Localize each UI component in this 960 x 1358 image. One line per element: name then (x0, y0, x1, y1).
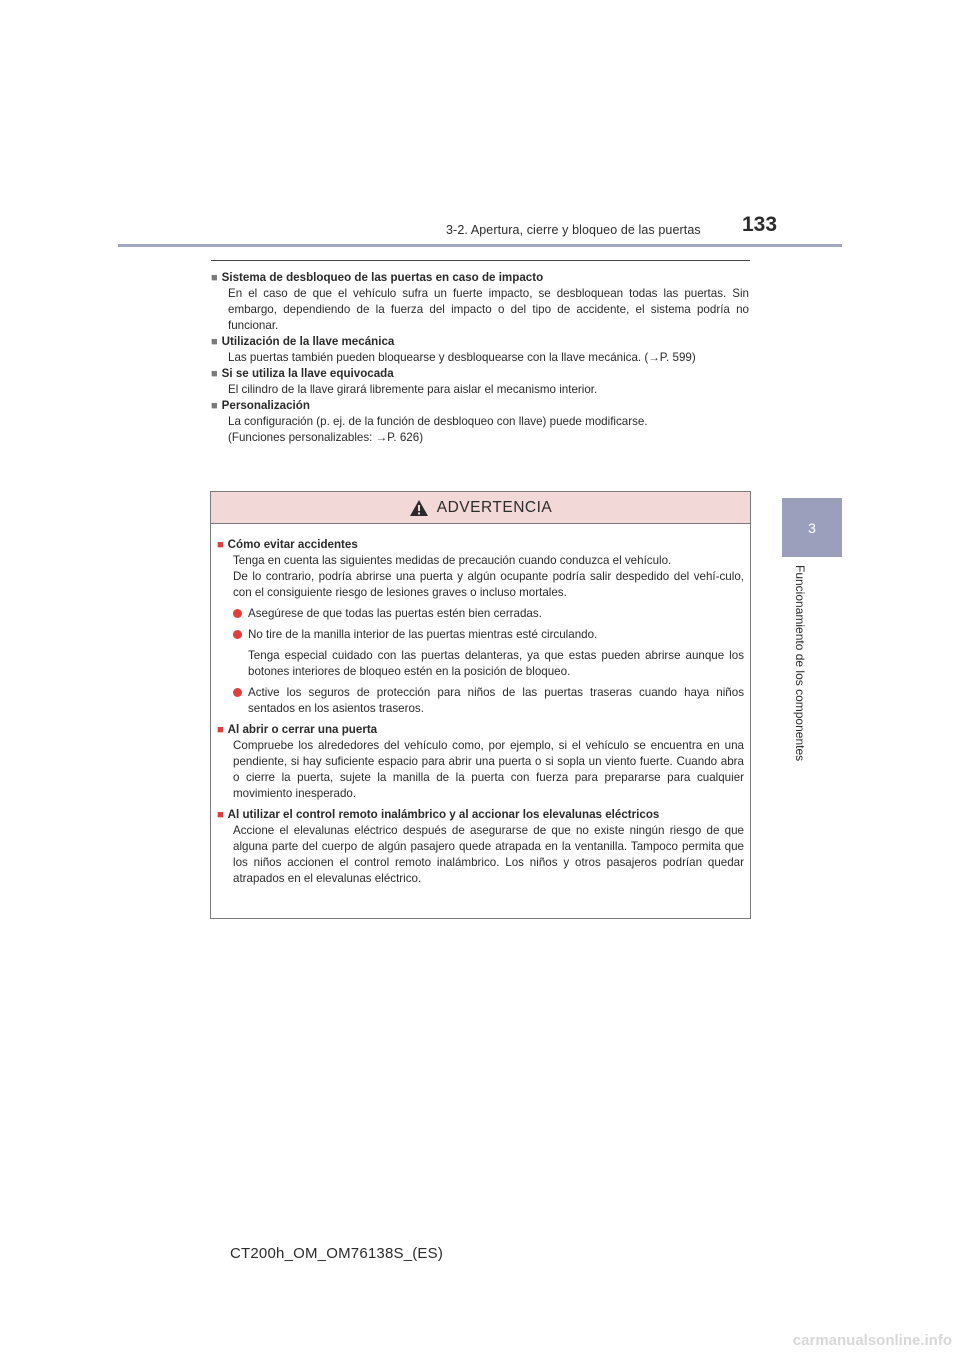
section-title (211, 366, 749, 382)
warning-item-title-text: Cómo evitar accidentes (227, 538, 358, 551)
section-body: La configuración (p. ej. de la función de desbloqueo con llave) puede modificarse. (228, 415, 648, 428)
red-dot-icon (233, 630, 242, 639)
warning-header (211, 492, 750, 524)
warning-bullet (233, 606, 744, 622)
warning-bullet (233, 685, 744, 717)
warning-item-title (217, 722, 744, 738)
section (211, 334, 749, 366)
chapter-number: 3 (808, 519, 816, 536)
content-divider (211, 260, 750, 261)
page-number: 133 (742, 213, 778, 236)
section-body: En el caso de que el vehículo sufra un fuerte impacto, se desbloquean todas las puertas. Sin embargo, dependiendo de la fuerza del impacto o del tipo de accidente, el sistema podría no funcionar. (228, 287, 749, 332)
watermark: carmanualsonline.info (792, 1332, 952, 1349)
square-bullet-icon: ■ (211, 368, 218, 380)
section-title-text: Utilización de la llave mecánica (221, 335, 395, 348)
square-bullet-icon: ■ (217, 539, 224, 551)
red-dot-icon (233, 688, 242, 697)
warning-item-title (217, 807, 744, 823)
section-title (211, 334, 749, 350)
warning-item-title-text: Al abrir o cerrar una puerta (227, 723, 378, 736)
section-body-extra: (Funciones personalizables: →P. 626) (228, 431, 424, 444)
warning-box (210, 491, 751, 919)
warning-heading: ADVERTENCIA (436, 498, 553, 516)
warning-item-title-text: Al utilizar el control remoto inalámbrico y al accionar los elevalunas eléctricos (227, 808, 660, 821)
header-divider (118, 244, 842, 247)
bullet-text: Asegúrese de que todas las puertas estén bien cerradas. (248, 607, 542, 620)
warning-item-text: Tenga en cuenta las siguientes medidas de precaución cuando conduzca el vehículo. (233, 554, 672, 567)
section-title-text: Personalización (221, 399, 310, 412)
warning-item-text: Accione el elevalunas eléctrico después de asegurarse de que no existe ningún riesgo de que alguna parte del cuerpo de algún pasajero quede atrapada en la ventanilla. Tampoco permita que los niños accionen el control remoto inalámbrico. Los niños y otros pasajeros podrían quedar atrapados en el elevalunas eléctrico. (233, 824, 744, 885)
warning-body (211, 524, 750, 887)
section-title (211, 270, 749, 286)
square-bullet-icon: ■ (211, 400, 218, 412)
square-bullet-icon: ■ (217, 809, 224, 821)
warning-item-text: De lo contrario, podría abrirse una puerta y algún ocupante podría salir despedido del vehí-culo, con el consiguiente riesgo de lesiones graves o incluso mortales. (233, 570, 744, 599)
section-body: Las puertas también pueden bloquearse y desbloquearse con la llave mecánica. (→P. 599) (228, 351, 696, 364)
section-title (211, 398, 749, 414)
bullet-subtext: Tenga especial cuidado con las puertas delanteras, ya que estas pueden abrirse aunque los botones interiores de bloqueo estén en la posición de bloqueo. (248, 649, 744, 678)
chapter-tab[interactable] (782, 498, 842, 557)
warning-triangle-icon (409, 499, 429, 517)
warning-item-title (217, 537, 744, 553)
square-bullet-icon: ■ (217, 724, 224, 736)
section (211, 366, 749, 398)
warning-item-text: Compruebe los alrededores del vehículo como, por ejemplo, si el vehículo se encuentra en una pendiente, si hay suficiente espacio para abrir una puerta o si sopla un viento fuerte. Cuando abra o cierre la puerta, sujete la manilla de la puerta con fuerza para prepararse para cualquier movimiento inesperado. (233, 739, 744, 800)
bullet-text: Active los seguros de protección para niños de las puertas traseras cuando haya niños sentados en los asientos traseros. (248, 686, 744, 715)
section-title-text: Sistema de desbloqueo de las puertas en caso de impacto (221, 271, 544, 284)
square-bullet-icon: ■ (211, 336, 218, 348)
chapter-label: Funcionamiento de los componentes (793, 565, 807, 762)
section (211, 398, 749, 446)
section-title-text: Si se utiliza la llave equivocada (221, 367, 394, 380)
square-bullet-icon: ■ (211, 272, 218, 284)
red-dot-icon (233, 609, 242, 618)
section-body: El cilindro de la llave girará libremente para aislar el mecanismo interior. (228, 383, 598, 396)
header-section-title: 3-2. Apertura, cierre y bloqueo de las puertas (446, 223, 701, 237)
info-sections (211, 270, 749, 446)
section (211, 270, 749, 334)
document-code: CT200h_OM_OM76138S_(ES) (230, 1245, 444, 1262)
warning-bullet (233, 627, 744, 643)
bullet-text: No tire de la manilla interior de las puertas mientras esté circulando. (248, 628, 598, 641)
